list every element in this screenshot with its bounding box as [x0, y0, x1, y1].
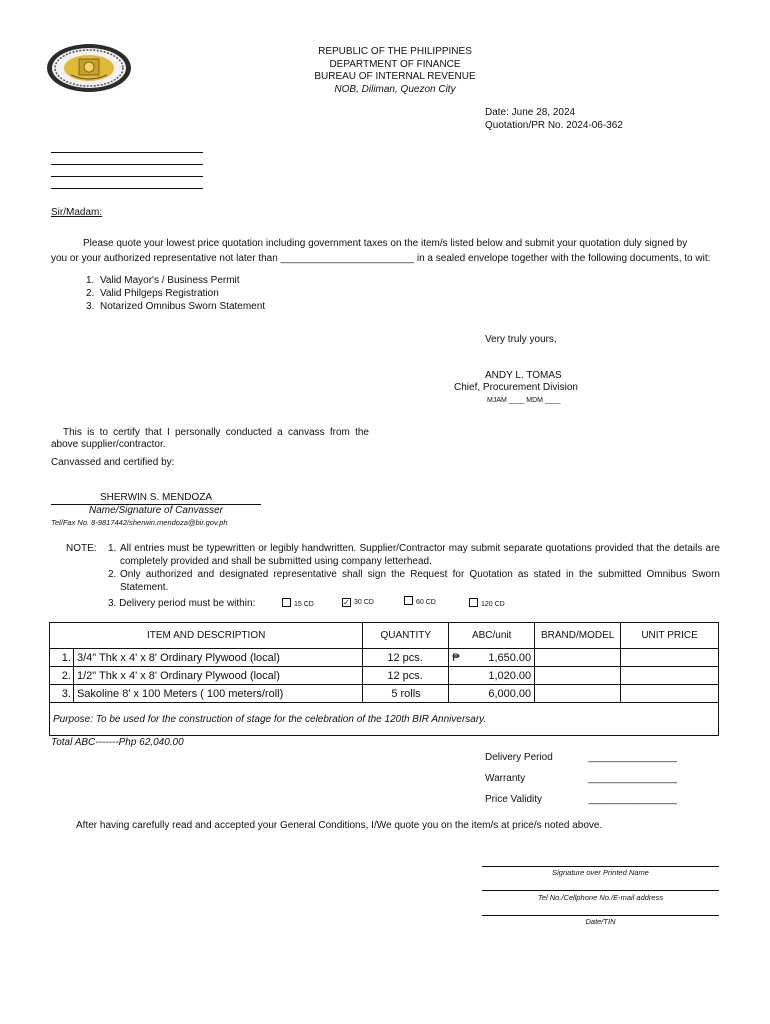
header-department: DEPARTMENT OF FINANCE: [329, 58, 461, 70]
intro-line-2b: in a sealed envelope together with the following documents, to wit:: [416, 253, 711, 264]
term-delivery-label: Delivery Period: [485, 752, 553, 763]
unit-price-input[interactable]: [621, 667, 719, 685]
term-delivery-blank[interactable]: ________________: [588, 752, 677, 763]
brand-input[interactable]: [535, 685, 621, 703]
header-republic: REPUBLIC OF THE PHILIPPINES: [318, 46, 472, 57]
table-row: 1. 3/4" Thk x 4' x 8' Ordinary Plywood (local) 12 pcs. ₱ 1,650.00: [50, 649, 719, 667]
certify-line-1: This is to certify that I personally conducted a canvass from the: [63, 427, 369, 438]
initials-line: MJAM ____ MDM ____: [487, 397, 561, 404]
header-unit-price: UNIT PRICE: [621, 623, 719, 649]
address-line-1: [51, 152, 203, 153]
salutation: Sir/Madam:: [51, 207, 103, 218]
contact-line[interactable]: [482, 890, 719, 891]
header-item-description: ITEM AND DESCRIPTION: [50, 623, 363, 649]
date-line: Date: June 28, 2024: [485, 107, 576, 118]
note-section: [66, 542, 720, 594]
intro-line-2: [51, 251, 721, 266]
canvasser-caption: Name/Signature of Canvasser: [89, 505, 223, 516]
checkbox-60cd[interactable]: [404, 596, 413, 605]
agency-header: [270, 46, 520, 96]
canvasser-contact: Tel/Fax No. 8-9817442/sherwin.mendoza@bir.gov.ph: [51, 518, 228, 527]
contact-caption: Tel No./Cellphone No./E-mail address: [537, 893, 664, 902]
items-table: [49, 622, 719, 736]
intro-line-2a: you or your authorized representative not later than: [51, 253, 278, 264]
required-documents-list: [86, 274, 265, 313]
checkbox-15cd[interactable]: [282, 598, 291, 607]
brand-input[interactable]: [535, 667, 621, 685]
address-line-3: [51, 176, 203, 177]
document-item: 2. Valid Philgeps Registration: [86, 288, 219, 299]
header-address: NOB, Diliman, Quezon City: [334, 83, 456, 95]
unit-price-input[interactable]: [621, 685, 719, 703]
certify-line-2: above supplier/contractor.: [51, 439, 166, 450]
address-line-4: [51, 188, 203, 189]
table-header-row: [50, 623, 719, 649]
intro-line-1: Please quote your lowest price quotation including government taxes on the item/s listed below and submit your quotation duly signed by: [83, 238, 688, 249]
header-abc-unit: ABC/unit: [449, 623, 535, 649]
note-label: NOTE:: [66, 543, 97, 554]
date-tin-line[interactable]: [482, 915, 719, 916]
quotation-number: Quotation/PR No. 2024-06-362: [485, 120, 623, 131]
canvassed-label: Canvassed and certified by:: [51, 457, 175, 468]
acceptance-statement: After having carefully read and accepted your General Conditions, I/We quote you on the item/s at price/s noted above.: [76, 820, 603, 831]
address-line-2: [51, 164, 203, 165]
checkbox-120cd[interactable]: [469, 598, 478, 607]
document-item: 1. Valid Mayor's / Business Permit: [86, 275, 240, 286]
term-warranty-label: Warranty: [485, 773, 526, 784]
bir-seal-logo: [46, 43, 132, 93]
option-30cd[interactable]: ✓ 30 CD: [343, 598, 374, 607]
term-warranty-blank[interactable]: ________________: [588, 773, 677, 784]
canvasser-name: SHERWIN S. MENDOZA: [51, 492, 261, 505]
option-15cd[interactable]: 15 CD: [282, 598, 314, 608]
signatory-name: ANDY L. TOMAS: [485, 370, 562, 381]
total-abc: Total ABC-------Php 62,040.00: [51, 737, 184, 748]
brand-input[interactable]: [535, 649, 621, 667]
option-120cd[interactable]: 120 CD: [469, 598, 505, 608]
signature-caption: Signature over Printed Name: [552, 868, 649, 877]
table-row: 2. 1/2" Thk x 4' x 8' Ordinary Plywood (local) 12 pcs. 1,020.00: [50, 667, 719, 685]
signatory-title: Chief, Procurement Division: [454, 382, 578, 393]
date-tin-caption: Date/TIN: [585, 917, 616, 926]
unit-price-input[interactable]: [621, 649, 719, 667]
checkbox-30cd[interactable]: ✓: [343, 598, 350, 607]
note-item: 1. All entries must be typewritten or legibly handwritten. Supplier/Contractor may submit separate quotations provided that the details are completely provided and shall be submitted using company letterhead.: [108, 543, 720, 567]
purpose-row: [50, 703, 719, 736]
term-validity-label: Price Validity: [485, 794, 543, 805]
term-validity-blank[interactable]: ________________: [588, 794, 677, 805]
header-brand-model: BRAND/MODEL: [535, 623, 621, 649]
signature-line[interactable]: [482, 866, 719, 867]
purpose-text: Purpose: To be used for the construction of stage for the celebration of the 120th BIR Anniversary.: [50, 703, 719, 736]
note-item: 2. Only authorized and designated representative shall sign the Request for Quotation as stated in the submitted Omnibus Sworn Statement.: [108, 569, 720, 593]
deadline-blank[interactable]: ________________________: [280, 253, 415, 264]
document-item: 3. Notarized Omnibus Sworn Statement: [86, 301, 266, 312]
header-bureau: BUREAU OF INTERNAL REVENUE: [314, 71, 476, 82]
header-quantity: QUANTITY: [363, 623, 449, 649]
closing-phrase: Very truly yours,: [485, 334, 557, 345]
option-60cd[interactable]: 60 CD: [404, 596, 436, 606]
delivery-period-label: 3. Delivery period must be within:: [108, 598, 256, 609]
table-row: 3. Sakoline 8' x 100 Meters ( 100 meters/roll) 5 rolls 6,000.00: [50, 685, 719, 703]
